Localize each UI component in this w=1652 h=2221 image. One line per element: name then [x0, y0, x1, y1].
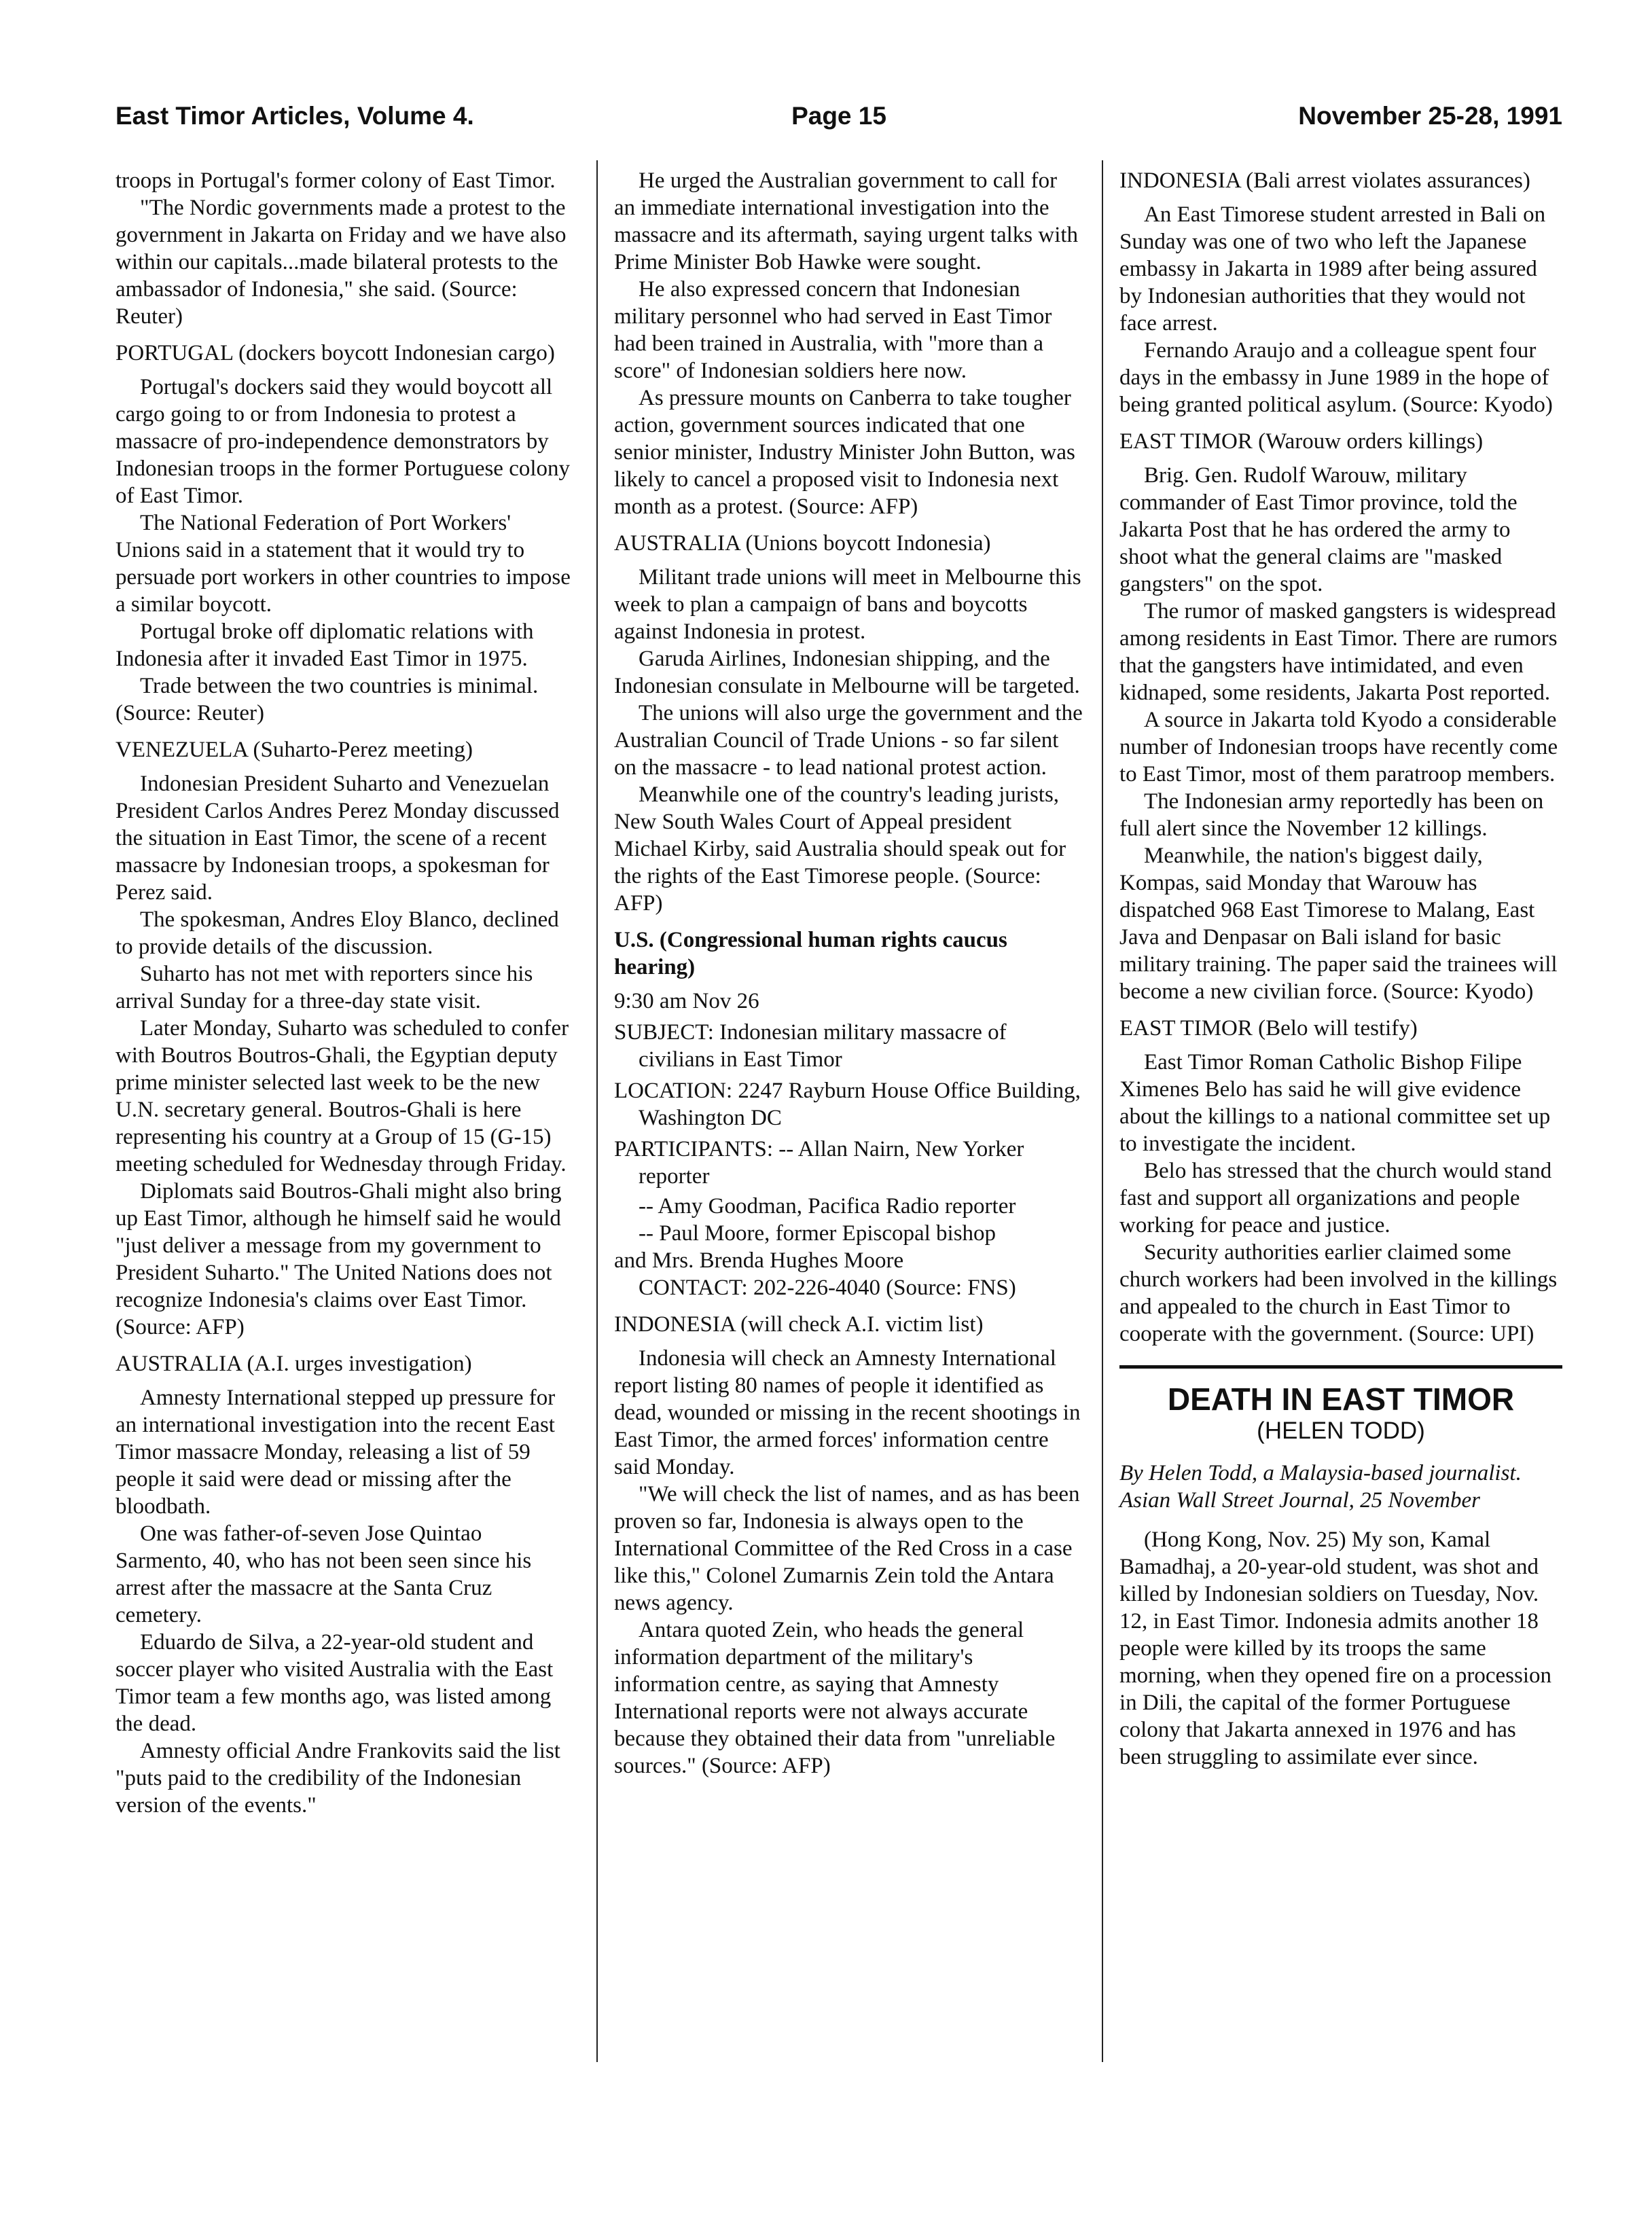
paragraph: Belo has stressed that the church would stand fast and support all organizations and people working for peace and justice. [1119, 1159, 1552, 1238]
hearing-participants: PARTICIPANTS: -- Allan Nairn, New Yorker reporter [614, 1137, 1024, 1189]
heading-country: AUSTRALIA [115, 1352, 242, 1376]
paragraph: Meanwhile one of the country's leading jurists, New South Wales Court of Appeal president Michael Kirby, said Australia should speak out for the rights of the East Timorese people. (Source: AFP) [614, 782, 1066, 916]
paragraph: One was father-of-seven Jose Quintao Sarmento, 40, who has not been seen since his arrest after the massacre at the Santa Cruz cemetery. [115, 1521, 532, 1627]
heading-country: PORTUGAL [115, 341, 233, 365]
paragraph: Indonesian President Suharto and Venezuelan President Carlos Andres Perez Monday discussed the situation in East Timor, the scene of a recent massacre by Indonesian troops, a spokesman for Perez said. [115, 772, 560, 905]
section-heading [1119, 1015, 1562, 1042]
paragraph: Militant trade unions will meet in Melbourne this week to plan a campaign of bans and boycotts against Indonesia in protest. [614, 565, 1081, 644]
publication-title: East Timor Articles, Volume 4. [115, 102, 474, 130]
paragraph: He also expressed concern that Indonesian military personnel who had served in East Timor had been trained in Australia, with "more than a score" of Indonesian soldiers here now. [614, 277, 1052, 383]
article-author: (HELEN TODD) [1257, 1418, 1425, 1444]
section-heading [1119, 167, 1562, 194]
heading-topic: (A.I. urges investigation) [247, 1352, 472, 1376]
paragraph: Portugal broke off diplomatic relations with Indonesia after it invaded East Timor in 1975. [115, 619, 534, 671]
section-heading [614, 926, 1083, 981]
heading-topic: (dockers boycott Indonesian cargo) [238, 341, 555, 365]
heading-topic: (Belo will testify) [1258, 1016, 1418, 1041]
paragraph: Meanwhile, the nation's biggest daily, Kompas, said Monday that Warouw has dispatched 968 East Timorese to Malang, East Java and Denpasar on Bali island for basic military training. The paper said the trainees will become a new civilian force. (Source: Kyodo) [1119, 844, 1558, 1004]
paragraph: The Indonesian army reportedly has been on full alert since the November 12 killings. [1119, 789, 1544, 841]
paragraph: The spokesman, Andres Eloy Blanco, declined to provide details of the discussion. [115, 907, 559, 959]
section-heading [115, 340, 577, 367]
paragraph: Trade between the two countries is minimal. (Source: Reuter) [115, 674, 539, 725]
heading-topic: (Warouw orders killings) [1258, 429, 1484, 454]
heading-country: INDONESIA [614, 1312, 735, 1337]
hearing-subject: SUBJECT: Indonesian military massacre of civilians in East Timor [614, 1020, 1007, 1072]
paragraph: "The Nordic governments made a protest to the government in Jakarta on Friday and we have also within our capitals...made bilateral protests to the ambassador of Indonesia," she said. (Source: Reuter) [115, 196, 567, 329]
column-3 [1119, 167, 1562, 1771]
paragraph: Later Monday, Suharto was scheduled to confer with Boutros Boutros-Ghali, the Egyptian deputy prime minister selected last week to be the new U.N. secretary general. Boutros-Ghali is here representing his country at a Group of 15 (G-15) meeting scheduled for Wednesday through Friday. [115, 1016, 569, 1176]
heading-country: EAST TIMOR [1119, 429, 1253, 454]
paragraph: Diplomats said Boutros-Ghali might also bring up East Timor, although he himself said he would "just deliver a message from my government to President Suharto." The United Nations does not recognize Indonesia's claims over East Timor. (Source: AFP) [115, 1179, 562, 1339]
column-divider [596, 160, 598, 2062]
heading-country: VENEZUELA [115, 738, 248, 762]
heading-topic: (Bali arrest violates assurances) [1246, 168, 1530, 193]
hearing-contact: CONTACT: 202-226-4040 (Source: FNS) [639, 1276, 1016, 1300]
paragraph: Brig. Gen. Rudolf Warouw, military commander of East Timor province, told the Jakarta Post that he has ordered the army to shoot what the general claims are "masked gangsters" on the spot. [1119, 463, 1518, 596]
paragraph: Antara quoted Zein, who heads the general information department of the military's information centre, as saying that Amnesty International reports were not always accurate because they obtained their data from "unreliable sources." (Source: AFP) [614, 1618, 1056, 1778]
section-heading [115, 1350, 577, 1377]
column-divider [1102, 160, 1103, 2062]
paragraph: Amnesty official Andre Frankovits said the list "puts paid to the credibility of the Indonesian version of the events." [115, 1739, 560, 1818]
heading-country: AUSTRALIA [614, 531, 740, 556]
paragraph: (Hong Kong, Nov. 25) My son, Kamal Bamadhaj, a 20-year-old student, was shot and killed by Indonesian soldiers on Tuesday, Nov. 12, in East Timor. Indonesia admits another 18 people were killed by its troops the same morning, when they opened fire on a procession in Dili, the capital of the former Portuguese colony that Jakarta annexed in 1976 and has been struggling to assimilate ever since. [1119, 1528, 1551, 1769]
participant: -- Amy Goodman, Pacifica Radio reporter [639, 1194, 1016, 1218]
heading-topic: (Unions boycott Indonesia) [745, 531, 991, 556]
paragraph: Suharto has not met with reporters since his arrival Sunday for a three-day state visit. [115, 962, 533, 1013]
column-1 [115, 167, 577, 1819]
article-title: DEATH IN EAST TIMOR [1167, 1382, 1515, 1417]
paragraph: Fernando Araujo and a colleague spent four days in the embassy in June 1989 in the hope of being granted political asylum. (Source: Kyodo) [1119, 338, 1553, 417]
paragraph: The rumor of masked gangsters is widespread among residents in East Timor. There are rumors that the gangsters have intimidated, and even kidnaped, some residents, Jakarta Post reported. [1119, 599, 1558, 705]
heading-topic: (Suharto-Perez meeting) [253, 738, 473, 762]
page-number: Page 15 [791, 102, 886, 130]
hearing-time: 9:30 am Nov 26 [614, 989, 759, 1013]
heading-topic: (will check A.I. victim list) [740, 1312, 984, 1337]
paragraph: Eduardo de Silva, a 22-year-old student and soccer player who visited Australia with the East Timor team a few months ago, was listed among the dead. [115, 1630, 554, 1736]
heading-country: U.S. (Congressional human rights caucus hearing) [614, 928, 1007, 979]
paragraph: An East Timorese student arrested in Bali on Sunday was one of two who left the Japanese embassy in Jakarta in 1989 after being assured by Indonesian authorities that they would not face arrest. [1119, 202, 1546, 336]
paragraph: "We will check the list of names, and as has been proven so far, Indonesia is always open to the International Committee of the Red Cross in a case like this," Colonel Zumarnis Zein told the Antara news agency. [614, 1482, 1080, 1615]
paragraph: East Timor Roman Catholic Bishop Filipe Ximenes Belo has said he will give evidence about the killings to a national committee set up to investigate the incident. [1119, 1050, 1551, 1156]
participant: -- Paul Moore, former Episcopal bishop [639, 1221, 996, 1246]
heading-country: EAST TIMOR [1119, 1016, 1253, 1041]
paragraph: The unions will also urge the government and the Australian Council of Trade Unions - so far silent on the massacre - to lead national protest action. [614, 701, 1083, 780]
hearing-location: LOCATION: 2247 Rayburn House Office Building, Washington DC [614, 1079, 1081, 1130]
paragraph: A source in Jakarta told Kyodo a considerable number of Indonesian troops have recently come to East Timor, most of them paratroop members. [1119, 708, 1558, 787]
paragraph: The National Federation of Port Workers' Unions said in a statement that it would try to persuade port workers in other countries to impose a similar boycott. [115, 511, 571, 617]
byline: By Helen Todd, a Malaysia-based journalist. Asian Wall Street Journal, 25 November [1119, 1461, 1522, 1513]
section-heading [1119, 428, 1562, 455]
paragraph: Indonesia will check an Amnesty International report listing 80 names of people it identified as dead, wounded or missing in the recent shootings in East Timor, the armed forces' information centre said Monday. [614, 1346, 1081, 1479]
paragraph: Security authorities earlier claimed some church workers had been involved in the killings and appealed to the church in East Timor to cooperate with the government. (Source: UPI) [1119, 1240, 1558, 1346]
section-heading [614, 530, 1083, 557]
issue-date: November 25-28, 1991 [1298, 102, 1562, 130]
section-heading [115, 736, 577, 763]
paragraph: He urged the Australian government to call for an immediate international investigation into the massacre and its aftermath, saying urgent talks with Prime Minister Bob Hawke were sought. [614, 168, 1079, 274]
heading-country: INDONESIA [1119, 168, 1240, 193]
section-heading [614, 1311, 1083, 1338]
paragraph: As pressure mounts on Canberra to take tougher action, government sources indicated that one senior minister, Industry Minister John Button, was likely to cancel a proposed visit to Indonesia next month as a protest. (Source: AFP) [614, 386, 1075, 519]
paragraph: Garuda Airlines, Indonesian shipping, and the Indonesian consulate in Melbourne will be targeted. [614, 647, 1080, 698]
participant: and Mrs. Brenda Hughes Moore [614, 1248, 904, 1273]
column-2 [614, 167, 1083, 1780]
paragraph: troops in Portugal's former colony of East Timor. [115, 168, 556, 193]
paragraph: Portugal's dockers said they would boycott all cargo going to or from Indonesia to protest a massacre of pro-independence demonstrators by Indonesian troops in the former Portuguese colony of East Timor. [115, 375, 571, 508]
page-header [115, 102, 1562, 136]
paragraph: Amnesty International stepped up pressure for an international investigation into the recent East Timor massacre Monday, releasing a list of 59 people it said were dead or missing after the bloodbath. [115, 1386, 556, 1519]
article-divider [1119, 1365, 1562, 1369]
